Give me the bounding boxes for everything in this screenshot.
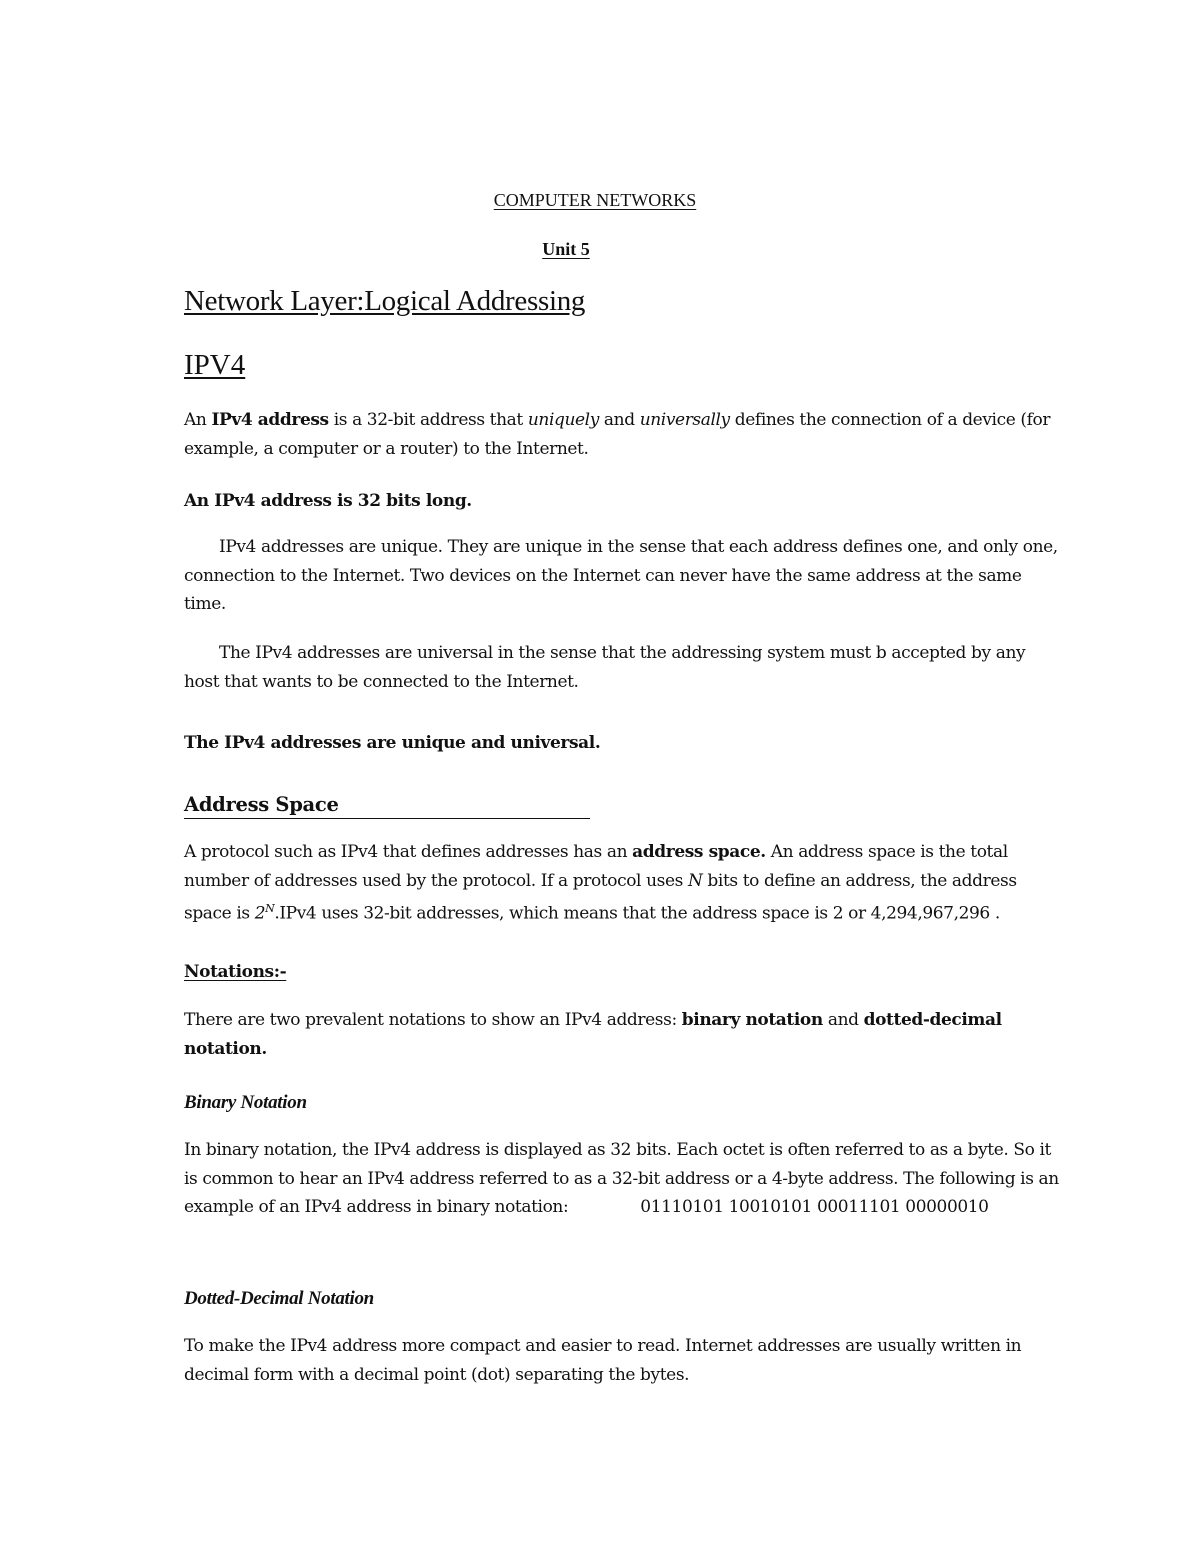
bold-run: dotted-decimal notation.: [184, 1010, 1002, 1059]
text-run: is a 32-bit address that: [328, 410, 528, 430]
address-space-heading: [184, 793, 339, 816]
ipv4-unique-universal-statement: The IPv4 addresses are unique and universal.: [184, 733, 601, 753]
bold-run: IPv4 address: [211, 410, 329, 430]
unit-label: Unit 5: [542, 239, 590, 259]
chapter-title: Network Layer:Logical Addressing: [184, 285, 586, 317]
italic-run: universally: [639, 410, 730, 430]
binary-notation-heading: Binary Notation: [184, 1092, 307, 1113]
text-run: bits to define an address, the address space is: [184, 870, 1017, 924]
heading-underline: [184, 818, 590, 819]
address-space-paragraph: [184, 838, 1064, 928]
text-run: An: [184, 410, 212, 430]
notations-paragraph: [184, 1006, 1064, 1063]
heading-text: Address Space: [184, 793, 339, 816]
text-run: and: [822, 1010, 864, 1030]
text-run: An address space is the total number of addresses used by the protocol. If a protocol uses: [184, 842, 1008, 891]
dotted-decimal-paragraph: To make the IPv4 address more compact and easier to read. Internet addresses are usually written in decimal form with a decimal point (dot) separating the bytes.: [184, 1336, 1022, 1385]
superscript: N: [265, 902, 275, 915]
text-run: In binary notation, the IPv4 address is displayed as 32 bits. Each octet is often referred to as a byte. So it is common to hear an IPv4 address referred to as a 32-bit address or a 4-byte address. The following is an example of an IPv4 address in binary notation:: [184, 1140, 1059, 1217]
bold-run: binary notation: [681, 1010, 823, 1030]
ipv4-universal-paragraph: The IPv4 addresses are universal in the sense that the addressing system must b accepted by any host that wants to be connected to the Internet.: [184, 643, 1026, 692]
text-run: .IPv4 uses 32-bit addresses, which means that the address space is 2 or 4,294,967,296 .: [274, 903, 1000, 924]
course-title: COMPUTER NETWORKS: [493, 190, 697, 210]
bold-run: address space.: [632, 842, 766, 862]
binary-notation-paragraph: [184, 1136, 1064, 1222]
italic-run: N: [687, 870, 703, 891]
text-run: A protocol such as IPv4 that defines addresses has an: [184, 842, 633, 862]
italic-run: uniquely: [527, 410, 599, 430]
italic-run: 2: [254, 903, 266, 924]
notations-heading: Notations:-: [184, 962, 287, 982]
text-run: and: [598, 410, 640, 430]
ipv4-heading: IPV4: [184, 349, 246, 381]
text-run: There are two prevalent notations to show an IPv4 address:: [184, 1010, 682, 1030]
dotted-decimal-heading: Dotted-Decimal Notation: [184, 1288, 374, 1309]
binary-example: 01110101 10010101 00011101 00000010: [640, 1197, 989, 1217]
text-run: defines the connection of a device (for example, a computer or a router) to the Internet.: [184, 410, 1051, 459]
ipv4-intro-paragraph: [184, 406, 1064, 463]
ipv4-length-statement: An IPv4 address is 32 bits long.: [184, 491, 472, 511]
ipv4-unique-paragraph: IPv4 addresses are unique. They are unique in the sense that each address defines one, and only one, connection to the Internet. Two devices on the Internet can never have the same address at the same time.: [184, 537, 1058, 614]
